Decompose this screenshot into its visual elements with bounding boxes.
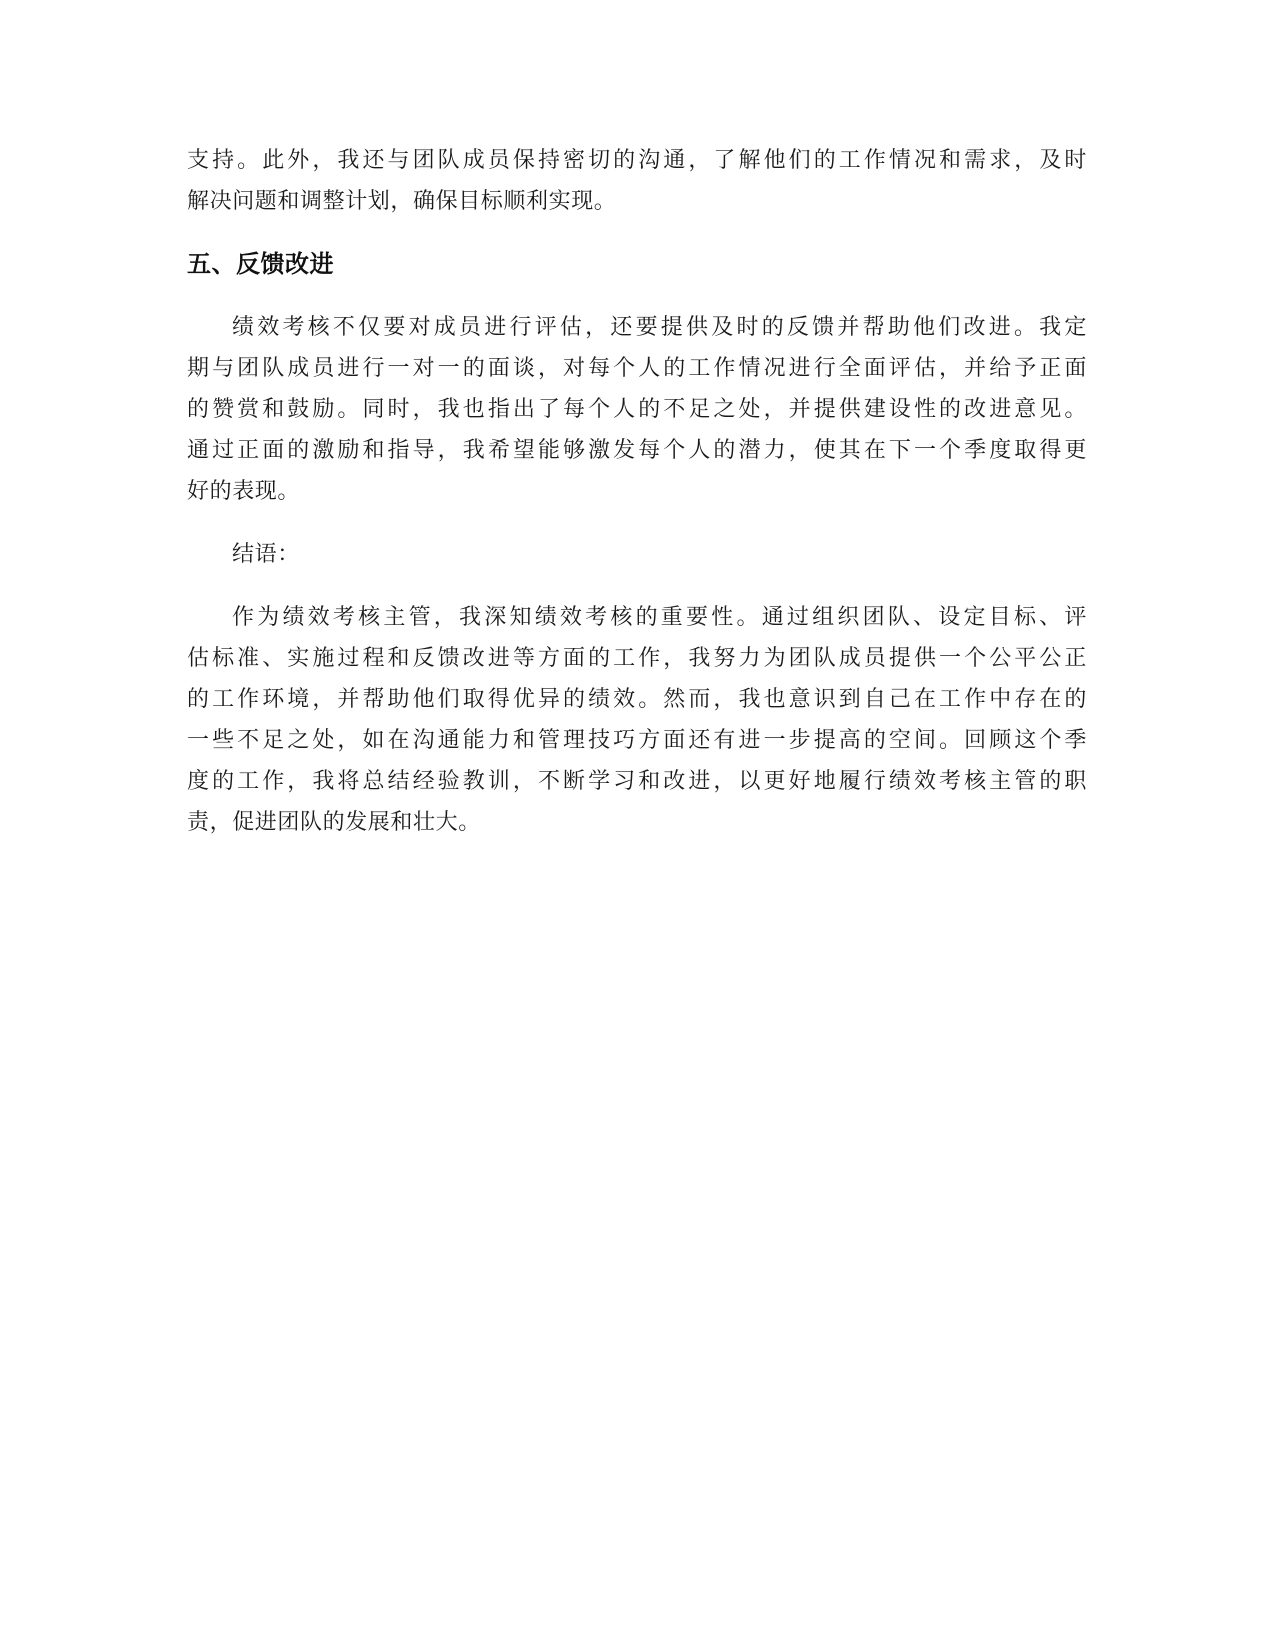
paragraph-line: 一些不足之处，如在沟通能力和管理技巧方面还有进一步提高的空间。回顾这个季 bbox=[187, 728, 1087, 753]
conclusion-label: 结语： bbox=[232, 542, 300, 567]
paragraph-line: 作为绩效考核主管，我深知绩效考核的重要性。通过组织团队、设定目标、评 bbox=[232, 605, 1087, 630]
paragraph-line: 的工作环境，并帮助他们取得优异的绩效。然而，我也意识到自己在工作中存在的 bbox=[187, 687, 1087, 712]
paragraph-line: 的赞赏和鼓励。同时，我也指出了每个人的不足之处，并提供建设性的改进意见。 bbox=[187, 397, 1087, 422]
paragraph-line: 度的工作，我将总结经验教训，不断学习和改进，以更好地履行绩效考核主管的职 bbox=[187, 769, 1087, 794]
conclusion-label-paragraph bbox=[187, 534, 1087, 575]
continued-paragraph bbox=[187, 140, 1087, 222]
paragraph-line: 解决问题和调整计划，确保目标顺利实现。 bbox=[187, 189, 617, 214]
paragraph-line: 好的表现。 bbox=[187, 479, 301, 504]
section-heading: 五、反馈改进 bbox=[187, 250, 334, 278]
feedback-paragraph bbox=[187, 307, 1087, 512]
paragraph-line: 估标准、实施过程和反馈改进等方面的工作，我努力为团队成员提供一个公平公正 bbox=[187, 646, 1087, 671]
paragraph-line: 通过正面的激励和指导，我希望能够激发每个人的潜力，使其在下一个季度取得更 bbox=[187, 438, 1087, 463]
document-body bbox=[187, 140, 1087, 865]
paragraph-line: 绩效考核不仅要对成员进行评估，还要提供及时的反馈并帮助他们改进。我定 bbox=[232, 315, 1087, 340]
conclusion-paragraph bbox=[187, 597, 1087, 843]
paragraph-line: 责，促进团队的发展和壮大。 bbox=[187, 810, 481, 835]
paragraph-line: 支持。此外，我还与团队成员保持密切的沟通，了解他们的工作情况和需求，及时 bbox=[187, 148, 1087, 173]
paragraph-line: 期与团队成员进行一对一的面谈，对每个人的工作情况进行全面评估，并给予正面 bbox=[187, 356, 1087, 381]
